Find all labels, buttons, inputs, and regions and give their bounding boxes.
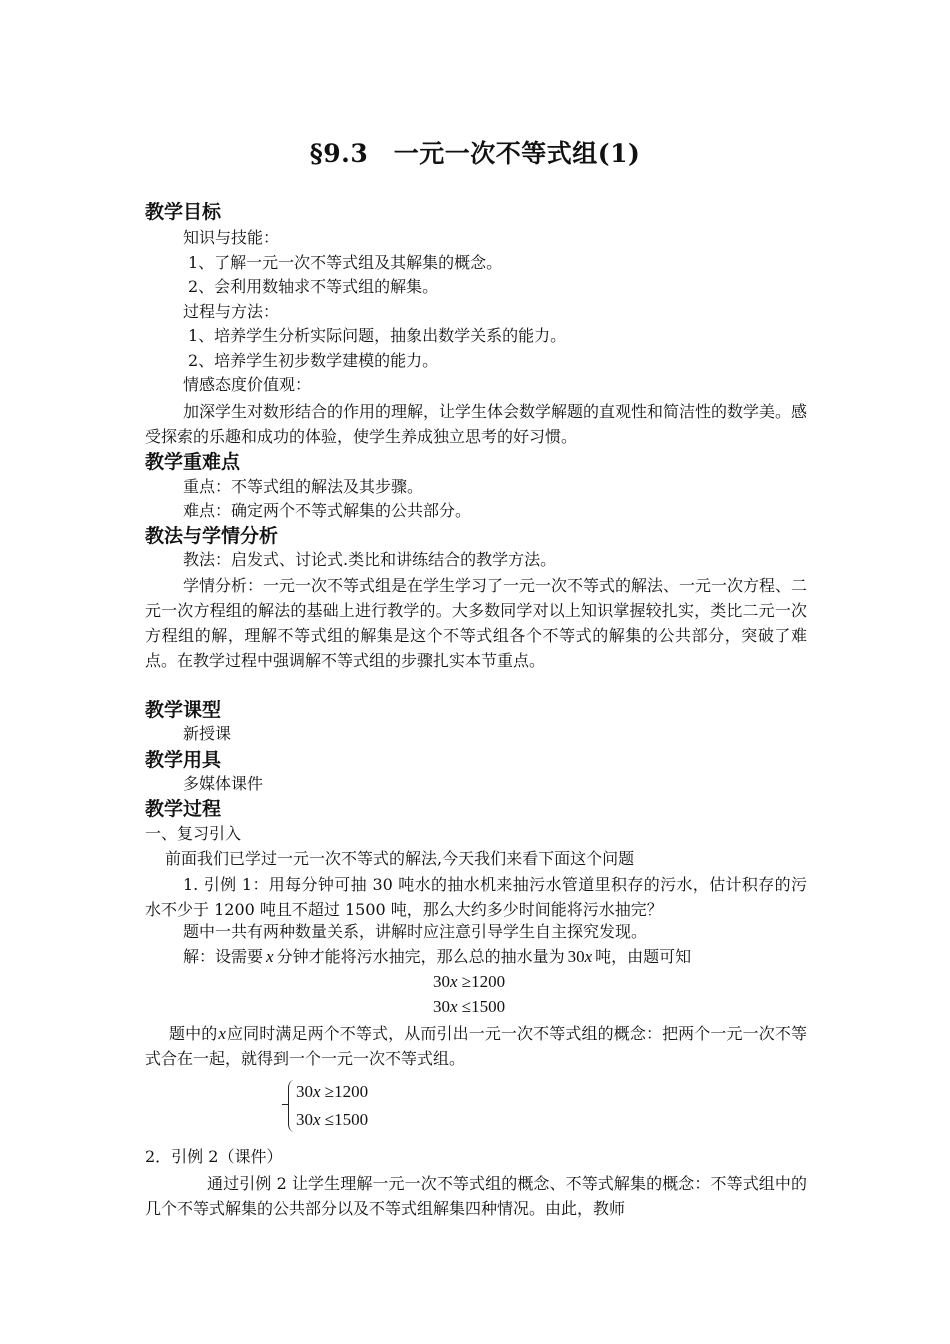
sys-2-right: ≤1500 — [320, 1110, 369, 1129]
intro-text: 前面我们已学过一元一次不等式的解法,今天我们来看下面这个问题 — [165, 849, 635, 868]
system-inequality-1 — [296, 1081, 368, 1103]
concept-paragraph — [145, 1021, 807, 1071]
section-review: 一、复习引入 — [145, 824, 242, 843]
sys-2-variable: x — [313, 1110, 321, 1129]
solution-line — [183, 946, 691, 968]
ineq-1-right: ≥1200 — [457, 972, 506, 991]
sys-1-number: 30 — [296, 1082, 313, 1101]
concept-text-a: 题中的 — [169, 1024, 218, 1043]
concept-variable: x — [218, 1024, 226, 1043]
emotion-label: 情感态度价值观： — [183, 375, 312, 394]
inequality-2 — [433, 996, 505, 1018]
heading-objectives: 教学目标 — [145, 201, 222, 223]
heading-tools: 教学用具 — [145, 749, 222, 771]
ineq-2-right: ≤1500 — [457, 997, 506, 1016]
page-title: §9.3 一元一次不等式组(1) — [309, 139, 641, 168]
heading-method: 教法与学情分析 — [145, 525, 279, 547]
sys-1-variable: x — [313, 1082, 321, 1101]
example-1-note: 题中一共有两种数量关系，讲解时应注意引导学生自主探究发现。 — [183, 922, 648, 941]
key-point: 重点：不等式组的解法及其步骤。 — [183, 477, 424, 496]
sys-1-right: ≥1200 — [320, 1082, 369, 1101]
solution-expr-variable: x — [584, 947, 593, 966]
ineq-2-variable: x — [450, 997, 458, 1016]
teaching-method: 教法：启发式、讨论式.类比和讲练结合的教学方法。 — [183, 550, 557, 569]
ineq-1-variable: x — [450, 972, 458, 991]
inequality-1 — [433, 971, 505, 993]
ineq-2-number: 30 — [433, 997, 450, 1016]
knowledge-item-1: 1、了解一元一次不等式组及其解集的概念。 — [188, 253, 503, 272]
heading-process: 教学过程 — [145, 798, 222, 820]
tools-value: 多媒体课件 — [183, 774, 264, 793]
inequality-system — [288, 1078, 418, 1136]
analysis-paragraph: 学情分析：一元一次不等式组是在学生学习了一元一次不等式的解法、一元一次方程、二元一次方程组的解法的基础上进行教学的。大多数同学对以上知识掌握较扎实，类比二元一次方程组的解，理解不等式组的解集是这个不等式组各个不等式的解集的公共部分，突破了难点。在教学过程中强调解不等式组的步骤扎实本节重点。 — [145, 576, 808, 670]
solution-text-b: 分钟才能将污水抽完，那么总的抽水量为 — [276, 947, 565, 966]
brace-icon — [288, 1080, 295, 1132]
solution-variable: x — [266, 947, 274, 966]
concept-text-b: 应同时满足两个不等式，从而引出一元一次不等式组的概念：把两个一元一次不等式合在一起，就得到一个一元一次不等式组。 — [145, 1024, 807, 1068]
heading-key-points: 教学重难点 — [145, 451, 241, 473]
lesson-type-value: 新授课 — [183, 724, 232, 743]
solution-expr-number: 30 — [567, 947, 585, 966]
ineq-1-number: 30 — [433, 972, 450, 991]
knowledge-item-2: 2、会利用数轴求不等式组的解集。 — [188, 277, 439, 296]
emotion-paragraph: 加深学生对数形结合的作用的理解，让学生体会数学解题的直观性和简洁性的数学美。感受探索的乐趣和成功的体验，使学生养成独立思考的好习惯。 — [145, 402, 808, 446]
solution-text-c: 吨，由题可知 — [595, 947, 692, 966]
difficult-point: 难点：确定两个不等式解集的公共部分。 — [183, 501, 472, 520]
solution-text-a: 解：设需要 — [183, 947, 264, 966]
example-1-paragraph: 1. 引例 1：用每分钟可抽 30 吨水的抽水机来抽污水管道里积存的污水，估计积存的污水不少于 1200 吨且不超过 1500 吨，那么大约多少时间能将污水抽完？ — [145, 875, 807, 919]
process-label: 过程与方法： — [183, 302, 280, 321]
heading-lesson-type: 教学课型 — [145, 699, 222, 721]
knowledge-label: 知识与技能： — [183, 228, 280, 247]
system-inequality-2 — [296, 1109, 368, 1131]
process-item-1: 1、培养学生分析实际问题，抽象出数学关系的能力。 — [188, 326, 567, 345]
process-item-2: 2、培养学生初步数学建模的能力。 — [188, 351, 439, 370]
example-2-heading: 2．引例 2（课件） — [145, 1147, 283, 1166]
sys-2-number: 30 — [296, 1110, 313, 1129]
example-2-paragraph: 通过引例 2 让学生理解一元一次不等式组的概念、不等式解集的概念：不等式组中的几个不等式解集的公共部分以及不等式组解集四种情况。由此，教师 — [145, 1174, 807, 1218]
